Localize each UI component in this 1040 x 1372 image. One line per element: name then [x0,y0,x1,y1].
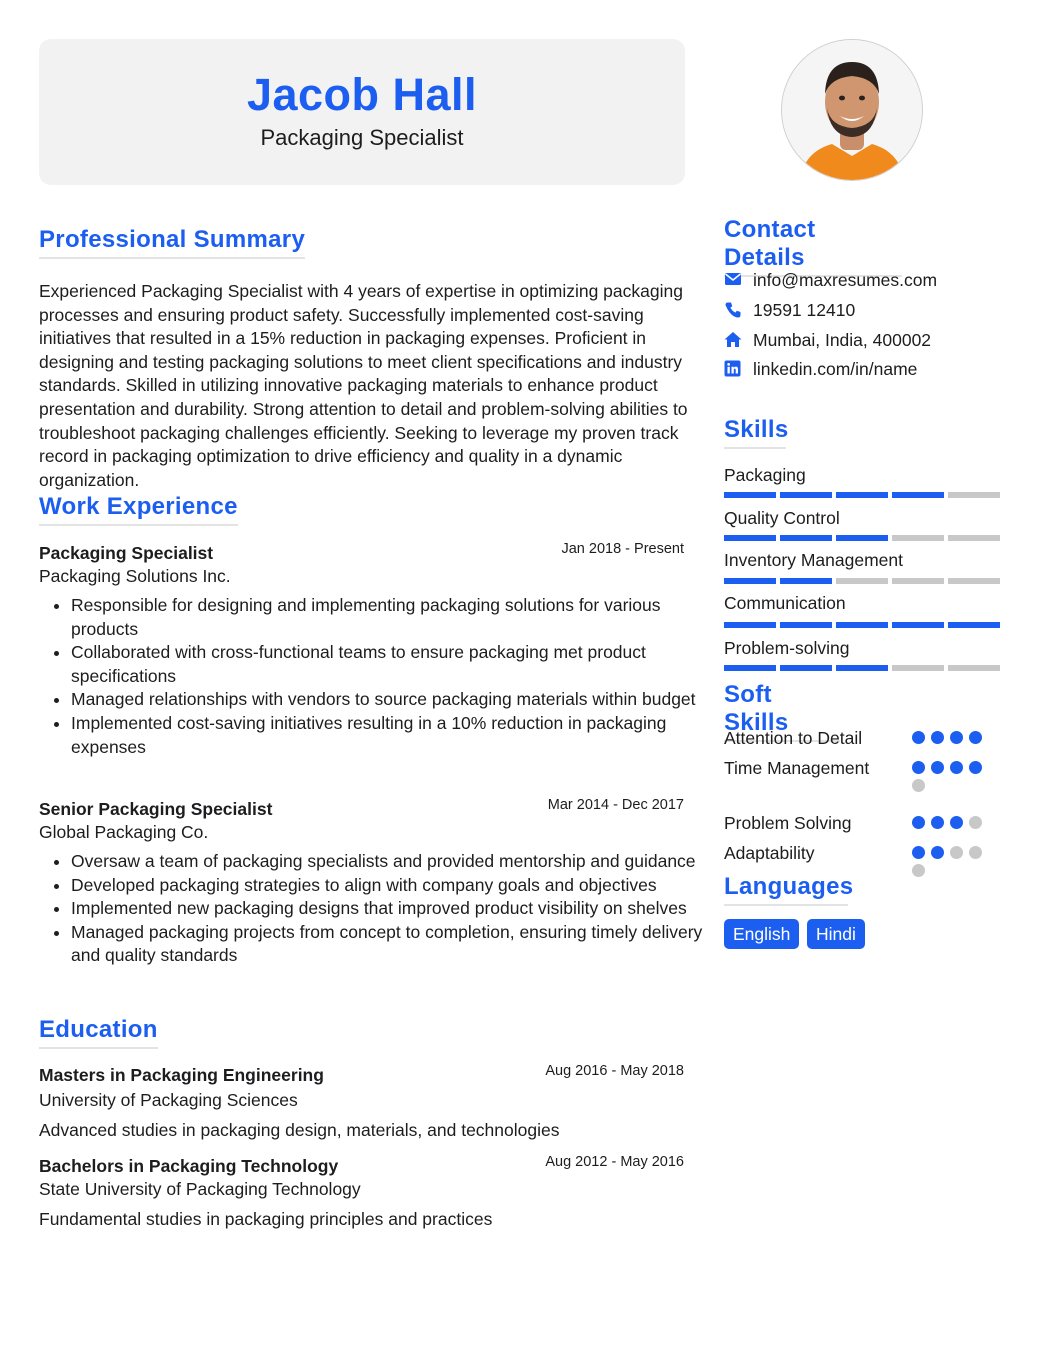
job-dates: Mar 2014 - Dec 2017 [547,797,684,813]
job-title: Senior Packaging Specialist [39,799,273,819]
skill-bar-segment [836,535,888,541]
rating-dot [912,816,925,829]
edu-dates: Aug 2012 - May 2016 [545,1154,684,1170]
skill-name: Communication [724,593,846,613]
edu-description: Fundamental studies in packaging principles and practices [39,1209,493,1229]
skill-bar [724,622,1000,628]
soft-skill-name: Problem Solving [724,813,852,833]
edu-degree: Masters in Packaging Engineering [39,1065,324,1085]
job-bullet: • Collaborated with cross-functional teams to ensure packaging met product specifications [71,641,721,688]
skill-bar [724,535,1000,541]
skill-bar-segment [948,622,1000,628]
education-heading: Education [39,1016,158,1049]
language-badge: Hindi [807,919,865,949]
experience-heading: Work Experience [39,493,238,526]
rating-dot [912,864,925,877]
skill-bar-segment [836,492,888,498]
skill-name: Quality Control [724,508,840,528]
skill-bar-segment [948,665,1000,671]
skill-bar-segment [724,622,776,628]
phone-icon [724,301,742,319]
skill-bar-segment [780,535,832,541]
soft-skill-rating [912,731,992,744]
rating-dot [969,761,982,774]
skill-bar-segment [836,578,888,584]
job-bullets [39,594,721,759]
job-bullet: • Developed packaging strategies to align with company goals and objectives [71,874,721,898]
linkedin-icon [724,360,741,377]
rating-dot [931,761,944,774]
rating-dot [931,816,944,829]
contact-phone[interactable] [724,298,984,322]
soft-skill-name: Time Management [724,758,870,778]
soft-skill-name: Attention to Detail [724,728,863,748]
skill-bar-segment [836,622,888,628]
skill-bar-segment [724,665,776,671]
candidate-title: Packaging Specialist [260,125,464,150]
edu-school: State University of Packaging Technology [39,1179,361,1199]
contact-heading: Contact Details [724,216,902,277]
header-card [39,39,685,185]
skill-bar-segment [948,535,1000,541]
summary-heading: Professional Summary [39,226,305,259]
skill-bar-segment [948,492,1000,498]
skill-bar-segment [892,492,944,498]
skill-bar-segment [780,622,832,628]
home-icon [724,331,742,348]
rating-dot [950,816,963,829]
rating-dot [912,761,925,774]
soft-skill-rating [912,761,992,792]
candidate-name: Jacob Hall [246,69,478,120]
job-bullet: • Implemented new packaging designs that improved product visibility on shelves [71,897,721,921]
rating-dot [950,731,963,744]
rating-dot [912,731,925,744]
skill-name: Packaging [724,465,806,485]
contact-email-text: info@maxresumes.com [753,270,938,290]
job-bullet: • Managed packaging projects from concept to completion, ensuring timely delivery and quality standards [71,921,721,968]
rating-dot [969,816,982,829]
rating-dot [912,846,925,859]
contact-linkedin[interactable] [724,357,984,381]
skill-bar-segment [892,622,944,628]
email-icon [724,271,742,287]
job-company: Packaging Solutions Inc. [39,566,231,586]
contact-phone-text: 19591 12410 [753,300,856,320]
skill-bar [724,665,1000,671]
soft-skill-rating [912,816,992,829]
rating-dot [969,731,982,744]
soft-skill-name: Adaptability [724,843,815,863]
languages-heading: Languages [724,873,848,906]
job-company: Global Packaging Co. [39,822,209,842]
skill-bar-segment [724,492,776,498]
skill-bar-segment [836,665,888,671]
soft-skill-rating [912,846,992,877]
skill-bar [724,492,1000,498]
summary-text: Experienced Packaging Specialist with 4 years of expertise in optimizing packaging processes and ensuring product safety. Successfully implemented cost-saving initiatives that resulted in a 15% reduction in packaging expenses. Proficient in designing and testing packaging solutions to meet client specifications and industry standards. Skilled in utilizing innovative packaging materials to enhance product presentation and durability. Strong attention to detail and problem-solving abilities to troubleshoot packaging challenges efficiently. Seeking to leverage my proven track record in packaging optimization to drive efficiency and quality in a dynamic organization. [39,281,688,490]
skill-bar-segment [780,578,832,584]
rating-dot [931,846,944,859]
job-bullet: • Managed relationships with vendors to source packaging materials within budget [71,688,721,712]
edu-dates: Aug 2016 - May 2018 [545,1063,684,1079]
profile-photo [781,39,923,181]
skill-bar-segment [892,578,944,584]
contact-email[interactable] [724,268,984,292]
skills-heading: Skills [724,416,786,449]
rating-dot [969,846,982,859]
edu-degree: Bachelors in Packaging Technology [39,1156,339,1176]
skill-bar-segment [892,665,944,671]
job-bullet: • Responsible for designing and implementing packaging solutions for various products [71,594,721,641]
job-bullet: • Oversaw a team of packaging specialists and provided mentorship and guidance [71,850,721,874]
rating-dot [950,846,963,859]
skill-bar-segment [724,578,776,584]
rating-dot [931,731,944,744]
skill-bar-segment [892,535,944,541]
skill-bar-segment [948,578,1000,584]
skill-bar [724,578,1000,584]
edu-description: Advanced studies in packaging design, materials, and technologies [39,1120,560,1140]
contact-address-text: Mumbai, India, 400002 [753,330,932,350]
job-bullet: • Implemented cost-saving initiatives resulting in a 10% reduction in packaging expenses [71,712,721,759]
edu-school: University of Packaging Sciences [39,1090,298,1110]
skill-name: Inventory Management [724,550,903,570]
language-badge: English [724,919,799,949]
rating-dot [950,761,963,774]
skill-name: Problem-solving [724,638,850,658]
contact-address [724,328,984,352]
skill-bar-segment [780,492,832,498]
skill-bar-segment [780,665,832,671]
job-dates: Jan 2018 - Present [561,541,684,557]
contact-linkedin-text: linkedin.com/in/name [753,359,918,379]
job-title: Packaging Specialist [39,543,214,563]
skill-bar-segment [724,535,776,541]
rating-dot [912,779,925,792]
job-bullets [39,850,721,968]
soft-skills-heading: Soft Skills [724,681,840,742]
